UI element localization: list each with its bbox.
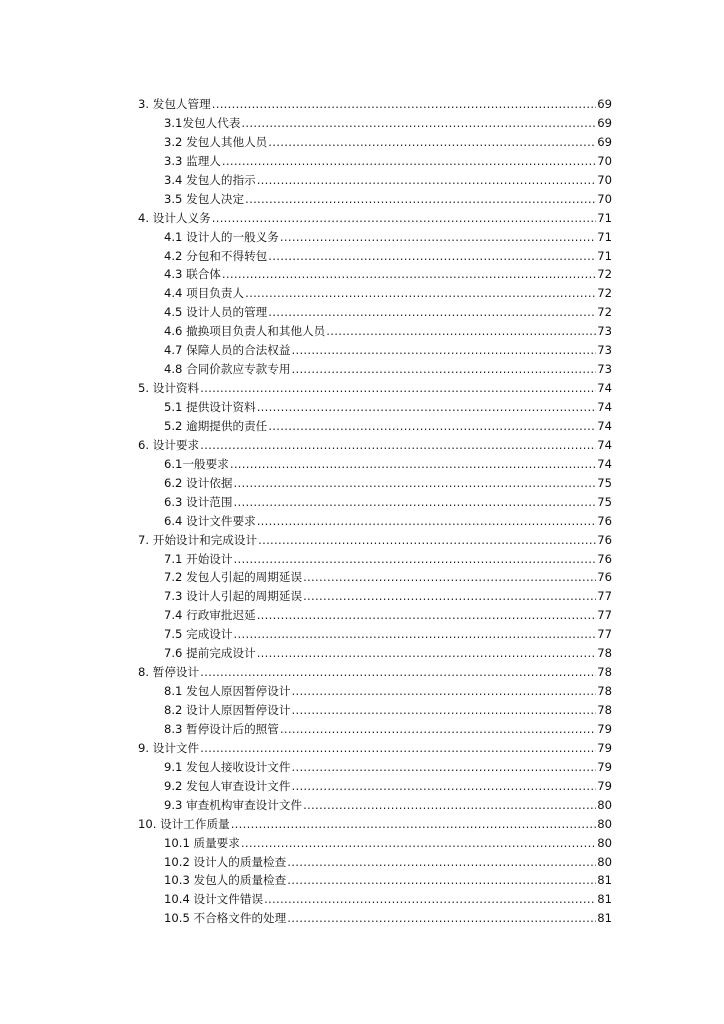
- toc-entry-title: 6.2 设计依据: [164, 475, 233, 490]
- toc-page-number: 71: [597, 229, 612, 244]
- toc-section-entry[interactable]: [164, 682, 612, 701]
- toc-dot-leader: [303, 568, 596, 587]
- toc-dot-leader: [234, 474, 597, 493]
- toc-chapter-entry[interactable]: [138, 436, 612, 455]
- toc-page-number: 79: [597, 740, 612, 755]
- toc-section-entry[interactable]: [164, 625, 612, 644]
- toc-page-number: 81: [597, 892, 612, 907]
- toc-section-entry[interactable]: [164, 133, 612, 152]
- toc-page-number: 73: [597, 362, 612, 377]
- toc-section-entry[interactable]: [164, 417, 612, 436]
- toc-entry-title: 4. 设计人义务: [138, 210, 211, 225]
- toc-entry-title: 4.1 设计人的一般义务: [164, 229, 279, 244]
- toc-dot-leader: [326, 322, 596, 341]
- toc-entry-title: 3.4 发包人的指示: [164, 172, 256, 187]
- toc-entry-title: 7.3 设计人引起的周期延误: [164, 589, 303, 604]
- toc-section-entry[interactable]: [164, 284, 612, 303]
- toc-dot-leader: [222, 265, 596, 284]
- toc-dot-leader: [287, 853, 596, 872]
- toc-dot-leader: [291, 682, 596, 701]
- toc-entry-title: 5.2 逾期提供的责任: [164, 418, 268, 433]
- toc-section-entry[interactable]: [164, 587, 612, 606]
- toc-entry-title: 4.5 设计人员的管理: [164, 305, 268, 320]
- toc-entry-title: 4.2 分包和不得转包: [164, 248, 268, 263]
- toc-dot-leader: [268, 133, 596, 152]
- toc-dot-leader: [291, 777, 596, 796]
- toc-dot-leader: [241, 114, 596, 133]
- toc-entry-title: 7. 开始设计和完成设计: [138, 532, 258, 547]
- toc-page-number: 77: [597, 608, 612, 623]
- toc-page-number: 74: [597, 437, 612, 452]
- toc-entry-title: 3.1发包人代表: [164, 115, 241, 130]
- table-of-contents: [0, 95, 724, 928]
- toc-entry-title: 6.4 设计文件要求: [164, 513, 256, 528]
- toc-section-entry[interactable]: [164, 777, 612, 796]
- toc-dot-leader: [200, 379, 596, 398]
- toc-page-number: 80: [597, 816, 612, 831]
- toc-dot-leader: [280, 228, 596, 247]
- toc-page-number: 72: [597, 305, 612, 320]
- toc-entry-title: 3.3 监理人: [164, 153, 221, 168]
- toc-section-entry[interactable]: [164, 890, 612, 909]
- toc-entry-title: 10.5 不合格文件的处理: [164, 911, 287, 926]
- toc-dot-leader: [222, 152, 596, 171]
- toc-dot-leader: [291, 360, 596, 379]
- toc-dot-leader: [212, 209, 597, 228]
- toc-entry-title: 9.2 发包人审查设计文件: [164, 778, 291, 793]
- toc-entry-title: 7.5 完成设计: [164, 627, 233, 642]
- toc-dot-leader: [291, 701, 596, 720]
- toc-chapter-entry[interactable]: [138, 95, 612, 114]
- toc-page-number: 81: [597, 873, 612, 888]
- toc-entry-title: 4.7 保障人员的合法权益: [164, 343, 291, 358]
- toc-entry-title: 7.4 行政审批迟延: [164, 608, 256, 623]
- toc-page-number: 78: [597, 684, 612, 699]
- toc-section-entry[interactable]: [164, 341, 612, 360]
- toc-section-entry[interactable]: [164, 568, 612, 587]
- toc-dot-leader: [257, 644, 597, 663]
- toc-entry-title: 5.1 提供设计资料: [164, 400, 256, 414]
- toc-section-entry[interactable]: [164, 303, 612, 322]
- toc-chapter-entry[interactable]: [138, 815, 612, 834]
- toc-section-entry[interactable]: [164, 265, 612, 284]
- toc-section-entry[interactable]: [164, 909, 612, 928]
- toc-dot-leader: [234, 493, 597, 512]
- toc-dot-leader: [257, 398, 597, 417]
- toc-section-entry[interactable]: [164, 474, 612, 493]
- toc-section-entry[interactable]: [164, 796, 612, 815]
- toc-chapter-entry[interactable]: [138, 209, 612, 228]
- toc-page-number: 78: [597, 646, 612, 661]
- toc-dot-leader: [280, 720, 596, 739]
- toc-page-number: 81: [597, 911, 612, 926]
- toc-entry-title: 8. 暂停设计: [138, 665, 200, 680]
- toc-section-entry[interactable]: [164, 834, 612, 853]
- toc-dot-leader: [291, 341, 596, 360]
- toc-entry-title: 8.2 设计人原因暂停设计: [164, 703, 291, 717]
- toc-page-number: 79: [597, 759, 612, 774]
- toc-page-number: 79: [597, 778, 612, 793]
- toc-dot-leader: [212, 95, 597, 114]
- toc-section-entry[interactable]: [164, 493, 612, 512]
- toc-page-number: 71: [597, 248, 612, 263]
- toc-page-number: 69: [597, 134, 612, 149]
- toc-page-number: 74: [597, 418, 612, 433]
- toc-section-entry[interactable]: [164, 720, 612, 739]
- toc-dot-leader: [303, 587, 596, 606]
- toc-dot-leader: [245, 190, 596, 209]
- toc-page-number: 70: [597, 172, 612, 187]
- toc-dot-leader: [268, 303, 596, 322]
- toc-section-entry[interactable]: [164, 701, 612, 720]
- toc-entry-title: 10.3 发包人的质量检查: [164, 873, 287, 888]
- toc-chapter-entry[interactable]: [138, 739, 612, 758]
- toc-dot-leader: [231, 815, 597, 834]
- toc-dot-leader: [258, 531, 596, 550]
- toc-page-number: 80: [597, 797, 612, 812]
- toc-dot-leader: [287, 871, 596, 890]
- toc-entry-title: 9. 设计文件: [138, 740, 200, 755]
- toc-section-entry[interactable]: [164, 360, 612, 379]
- toc-entry-title: 5. 设计资料: [138, 381, 200, 396]
- toc-section-entry[interactable]: [164, 550, 612, 569]
- toc-entry-title: 4.6 撤换项目负责人和其他人员: [164, 324, 326, 339]
- toc-page-number: 75: [597, 475, 612, 490]
- toc-page-number: 72: [597, 267, 612, 282]
- toc-page-number: 79: [597, 721, 612, 736]
- toc-entry-title: 9.3 审查机构审查设计文件: [164, 797, 303, 812]
- toc-entry-title: 4.3 联合体: [164, 267, 221, 282]
- toc-chapter-entry[interactable]: [138, 379, 612, 398]
- toc-entry-title: 7.2 发包人引起的周期延误: [164, 570, 303, 585]
- toc-entry-title: 4.8 合同价款应专款专用: [164, 362, 291, 377]
- toc-dot-leader: [264, 890, 596, 909]
- toc-dot-leader: [200, 739, 596, 758]
- toc-page-number: 74: [597, 400, 612, 414]
- toc-page-number: 76: [597, 570, 612, 585]
- toc-page-number: 77: [597, 589, 612, 604]
- toc-dot-leader: [234, 550, 597, 569]
- toc-page-number: 80: [597, 835, 612, 850]
- toc-entry-title: 4.4 项目负责人: [164, 286, 245, 301]
- toc-section-entry[interactable]: [164, 758, 612, 777]
- toc-entry-title: 8.1 发包人原因暂停设计: [164, 684, 291, 699]
- toc-dot-leader: [257, 606, 597, 625]
- toc-page-number: 69: [597, 97, 612, 111]
- toc-dot-leader: [291, 758, 596, 777]
- toc-section-entry[interactable]: [164, 398, 612, 417]
- toc-section-entry[interactable]: [164, 853, 612, 872]
- toc-page-number: 73: [597, 343, 612, 358]
- toc-dot-leader: [257, 171, 597, 190]
- toc-entry-title: 10.1 质量要求: [164, 835, 240, 850]
- toc-page-number: 70: [597, 191, 612, 206]
- toc-page-number: 78: [597, 665, 612, 680]
- toc-page-number: 74: [597, 381, 612, 396]
- toc-page-number: 78: [597, 703, 612, 717]
- toc-section-entry[interactable]: [164, 152, 612, 171]
- toc-section-entry[interactable]: [164, 455, 612, 474]
- toc-entry-title: 3.5 发包人决定: [164, 191, 245, 206]
- toc-dot-leader: [200, 663, 596, 682]
- toc-page-number: 72: [597, 286, 612, 301]
- toc-entry-title: 9.1 发包人接收设计文件: [164, 759, 291, 774]
- toc-entry-title: 6.3 设计范围: [164, 494, 233, 509]
- toc-section-entry[interactable]: [164, 512, 612, 531]
- toc-page-number: 71: [597, 210, 612, 225]
- toc-entry-title: 7.1 开始设计: [164, 551, 233, 566]
- toc-page-number: 69: [597, 115, 612, 130]
- toc-entry-title: 10.2 设计人的质量检查: [164, 854, 287, 869]
- toc-page-number: 73: [597, 324, 612, 339]
- toc-entry-title: 3.2 发包人其他人员: [164, 134, 268, 149]
- toc-page-number: 74: [597, 456, 612, 471]
- toc-section-entry[interactable]: [164, 247, 612, 266]
- toc-page-number: 76: [597, 551, 612, 566]
- toc-dot-leader: [200, 436, 596, 455]
- toc-dot-leader: [287, 909, 596, 928]
- toc-section-entry[interactable]: [164, 171, 612, 190]
- toc-dot-leader: [241, 834, 596, 853]
- toc-page-number: 77: [597, 627, 612, 642]
- toc-entry-title: 10. 设计工作质量: [138, 816, 230, 831]
- toc-section-entry[interactable]: [164, 644, 612, 663]
- toc-dot-leader: [234, 625, 597, 644]
- toc-page-number: 75: [597, 494, 612, 509]
- toc-page-number: 76: [597, 532, 612, 547]
- toc-entry-title: 6.1一般要求: [164, 456, 229, 471]
- toc-section-entry[interactable]: [164, 606, 612, 625]
- toc-entry-title: 8.3 暂停设计后的照管: [164, 721, 279, 736]
- toc-entry-title: 10.4 设计文件错误: [164, 892, 264, 907]
- toc-dot-leader: [268, 247, 596, 266]
- toc-chapter-entry[interactable]: [138, 663, 612, 682]
- toc-dot-leader: [257, 512, 597, 531]
- toc-entry-title: 3. 发包人管理: [138, 97, 211, 111]
- toc-page-number: 80: [597, 854, 612, 869]
- toc-section-entry[interactable]: [164, 871, 612, 890]
- toc-section-entry[interactable]: [164, 114, 612, 133]
- toc-entry-title: 7.6 提前完成设计: [164, 646, 256, 661]
- toc-dot-leader: [303, 796, 596, 815]
- toc-section-entry[interactable]: [164, 190, 612, 209]
- toc-dot-leader: [268, 417, 596, 436]
- toc-chapter-entry[interactable]: [138, 531, 612, 550]
- toc-section-entry[interactable]: [164, 228, 612, 247]
- toc-dot-leader: [245, 284, 596, 303]
- toc-page-number: 76: [597, 513, 612, 528]
- toc-entry-title: 6. 设计要求: [138, 437, 200, 452]
- toc-page-number: 70: [597, 153, 612, 168]
- toc-dot-leader: [230, 455, 596, 474]
- toc-section-entry[interactable]: [164, 322, 612, 341]
